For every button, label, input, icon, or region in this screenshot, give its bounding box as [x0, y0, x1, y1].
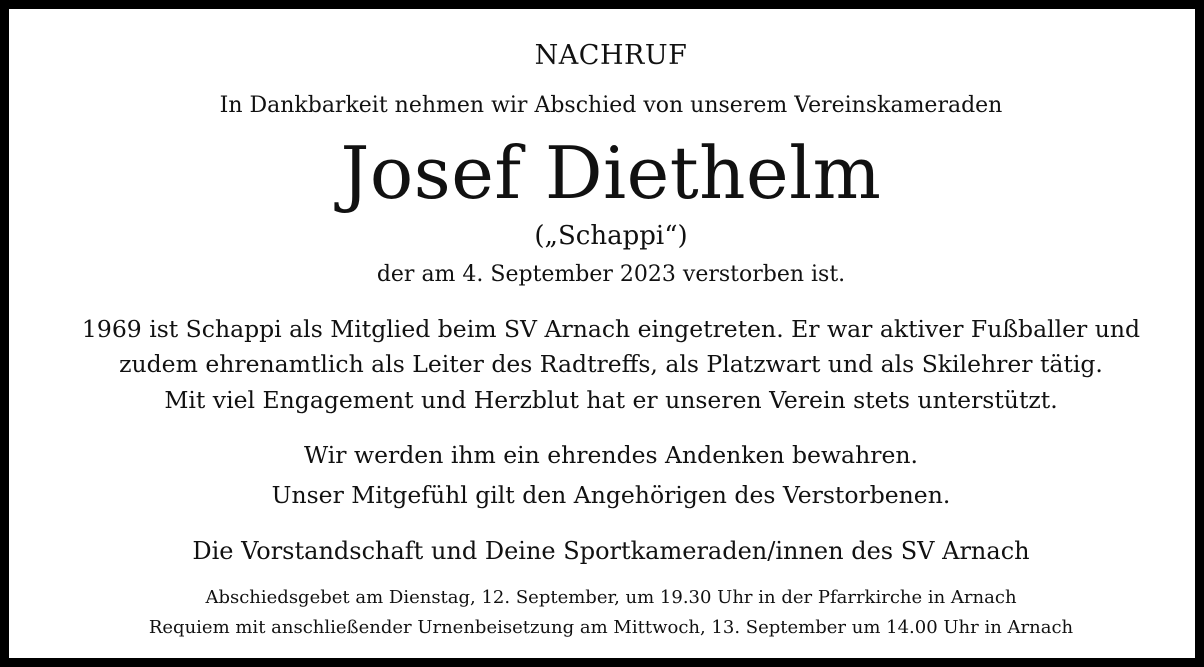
memorial-line: Unser Mitgefühl gilt den Angehörigen des Verstorbenen. — [271, 481, 951, 509]
obituary-header: NACHRUF — [534, 40, 688, 71]
service-note: Requiem mit anschließender Urnenbeisetzung am Mittwoch, 13. September um 14.00 Uhr in Arnach — [148, 617, 1074, 638]
deceased-name: Josef Diethelm — [340, 131, 882, 215]
death-date-line: der am 4. September 2023 verstorben ist. — [376, 262, 846, 287]
memorial-line: Wir werden ihm ein ehrendes Andenken bewahren. — [304, 441, 918, 469]
body-line: zudem ehrenamtlich als Leiter des Radtreffs, als Platzwart und als Skilehrer tätig. — [119, 350, 1103, 378]
body-line: 1969 ist Schappi als Mitglied beim SV Arnach eingetreten. Er war aktiver Fußballer und — [81, 315, 1141, 343]
service-note: Abschiedsgebet am Dienstag, 12. September, um 19.30 Uhr in der Pfarrkirche in Arnach — [205, 587, 1017, 608]
signature-line: Die Vorstandschaft und Deine Sportkameraden/innen des SV Arnach — [192, 537, 1030, 565]
deceased-nickname: („Schappi“) — [534, 221, 688, 251]
intro-text: In Dankbarkeit nehmen wir Abschied von unserem Vereinskameraden — [219, 93, 1003, 118]
body-line: Mit viel Engagement und Herzblut hat er unseren Verein stets unterstützt. — [164, 386, 1058, 414]
